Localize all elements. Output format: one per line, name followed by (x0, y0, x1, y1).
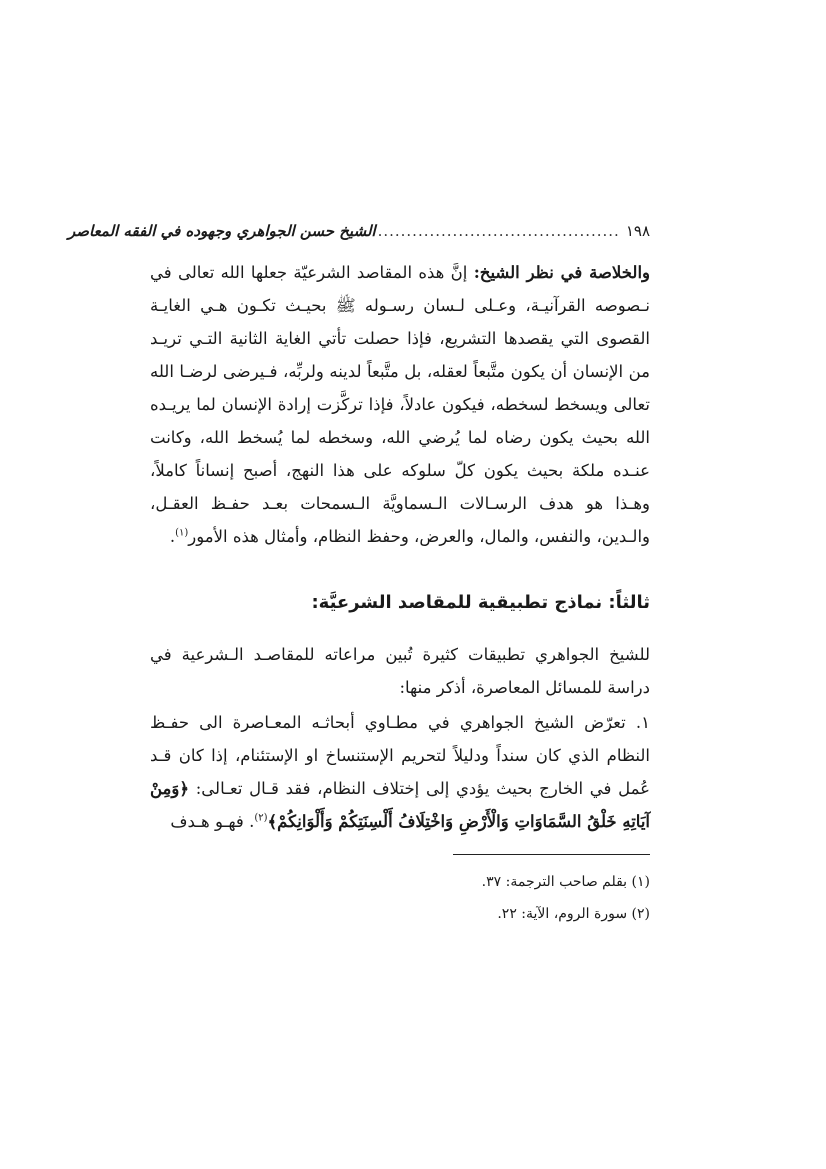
footnote-1: (١) بقلم صاحب الترجمة: ٣٧. (481, 874, 650, 890)
summary-text: إنَّ هذه المقاصد الشرعيّة جعلها الله تعالى في نـصوصه القرآنيـة، وعـلى لـسان رسـوله ﷺ بحيـث تكـون هـي الغايـة القصوى التي يقصدها التشريع، فإذا حصلت تأتي الغاية الثانية التـي تريـد من الإنسان أن يكون متَّبعاً لعقله، بل متَّبعاً لدينه ولربِّه، فـيرضى لرضـا الله تعالى ويسخط لسخطه، فيكون عادلاً، فإذا تركَّزت إرادة الإنسان لما يريـده الله بحيث يكون رضاه لما يُرضي الله، وسخطه لما يُسخط الله، وكانت عنـده ملكة بحيث يكون كلّ سلوكه على هذا النهج، أصبح إنساناً كاملاً، وهـذا هو هدف الرسـالات الـسماويَّة الـسمحات بعـد حفـظ العقـل، والـدين، والنفس، والمال، والعرض، وحفظ النظام، وأمثال هذه الأمور (150, 263, 650, 546)
footnote-ref-2: (٢) (254, 812, 268, 824)
summary-paragraph (150, 256, 650, 553)
example-text: ١. تعرّض الشيخ الجواهري في مطـاوي أبحاثـه المعـاصرة الى حفـظ النظام الذي كان سنداً ودليلاً لتحريم الإستنساخ او الإستئنام، إذا كان قـد عُمل في الخارج بحيث يؤدي إلى إختلاف النظام، فقد قـال تعـالى: (150, 713, 650, 798)
footnote-divider (453, 854, 650, 855)
quran-verse: ﴿وَمِنْ آيَاتِهِ خَلْقُ السَّمَاوَاتِ وَالْأَرْضِ وَاخْتِلَافُ أَلْسِنَتِكُمْ وَأَلْوَانِكُمْ﴾ (150, 779, 650, 831)
example-end: . فهـو هـدف (170, 812, 255, 831)
example-paragraph (150, 706, 650, 838)
header-dots: .......................................... (377, 222, 620, 240)
page-number: ١٩٨ (625, 222, 650, 240)
summary-lead: والخلاصة في نظر الشيخ: (473, 263, 650, 282)
header-title: الشيخ حسن الجواهري وجهوده في الفقه المعاصر (67, 222, 376, 240)
footnote-2: (٢) سورة الروم، الآية: ٢٢. (497, 906, 650, 922)
section-heading: ثالثاً: نماذج تطبيقية للمقاصد الشرعيَّة: (311, 592, 650, 613)
running-header (67, 218, 650, 244)
summary-end: . (169, 527, 176, 546)
footnote-ref-1: (١) (175, 527, 189, 539)
intro-paragraph: للشيخ الجواهري تطبيقات كثيرة تُبين مراعاته للمقاصـد الـشرعية في دراسة للمسائل المعاصرة، أذكر منها: (150, 645, 650, 697)
